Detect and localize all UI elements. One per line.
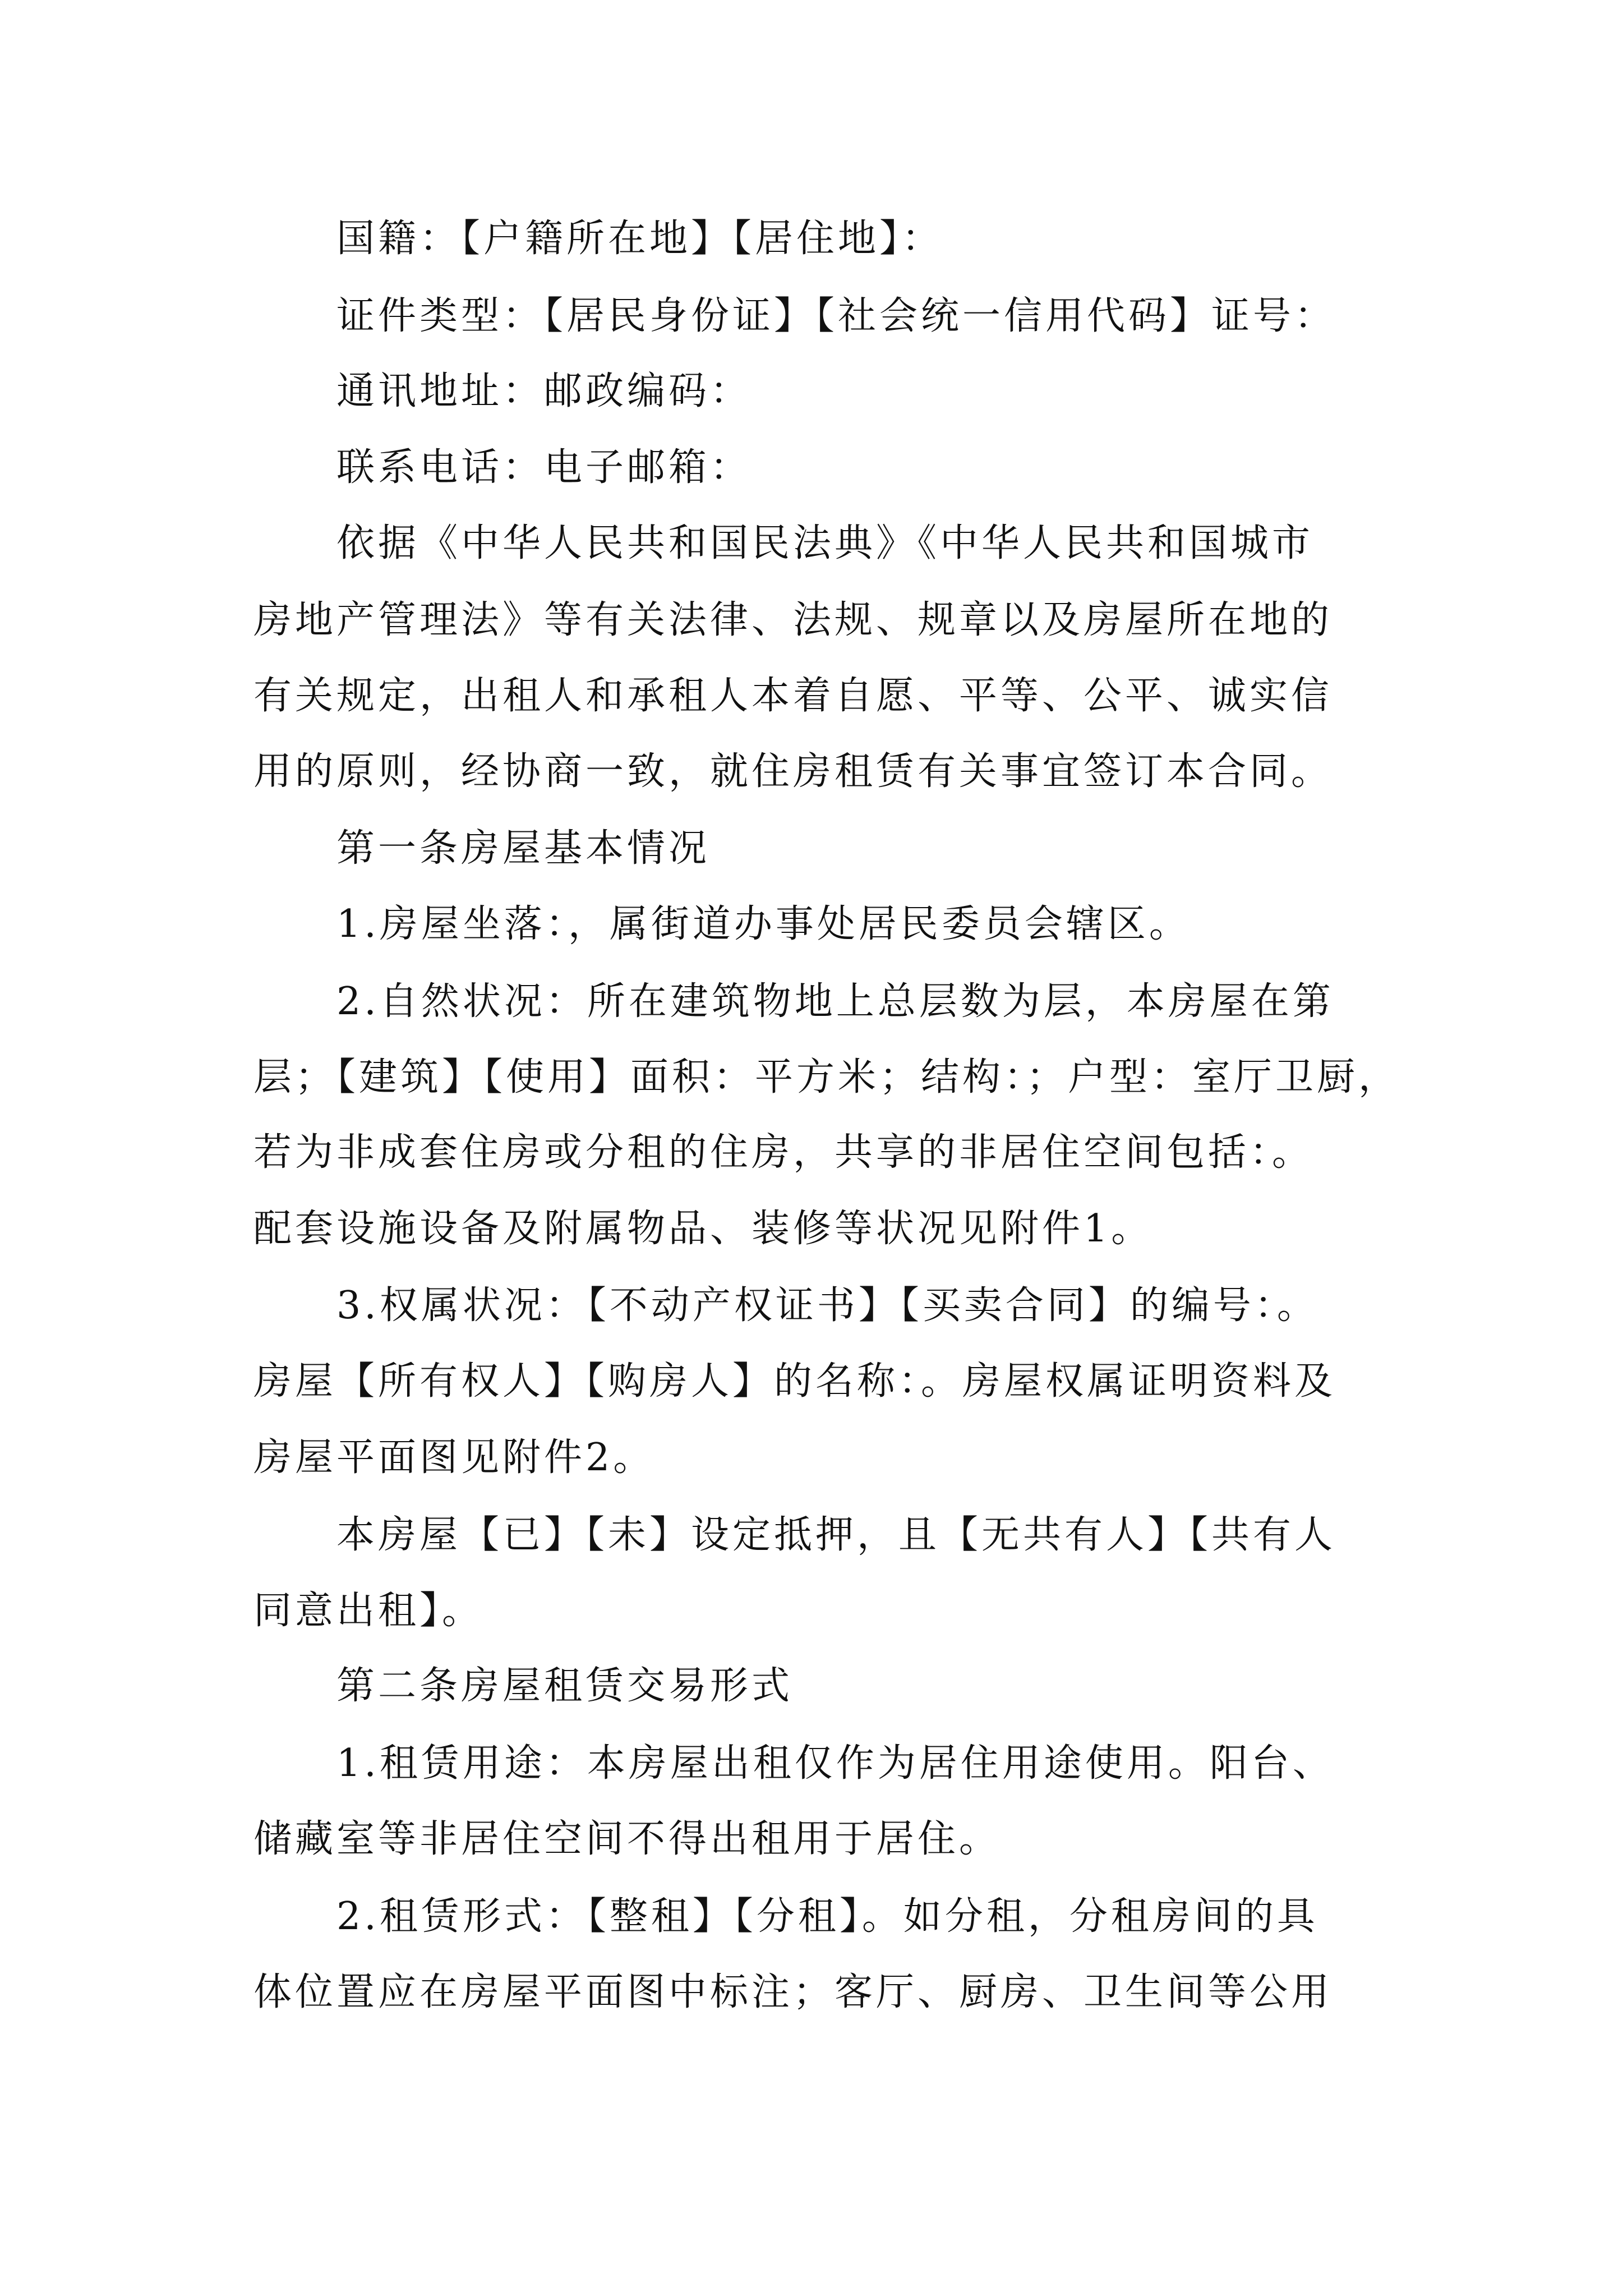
text-line-natural-3: 若为非成套住房或分租的住房，共享的非居住空间包括：。 bbox=[253, 1130, 1314, 1175]
text-line-phone: 联系电话：电子邮箱： bbox=[336, 445, 752, 490]
text-line-natural-1: 2.自然状况：所在建筑物地上总层数为层，本房屋在第 bbox=[336, 979, 1334, 1024]
text-line-ownership-2: 房屋【所有权人】【购房人】的名称：。房屋权属证明资料及 bbox=[253, 1359, 1336, 1404]
text-line-mortgage-1: 本房屋【已】【未】设定抵押，且【无共有人】【共有人 bbox=[336, 1513, 1336, 1557]
section-heading-2: 第二条房屋租赁交易形式 bbox=[336, 1664, 794, 1708]
section-heading-1: 第一条房屋基本情况 bbox=[336, 826, 711, 871]
text-line-basis-2: 房地产管理法》等有关法律、法规、规章以及房屋所在地的 bbox=[253, 598, 1333, 642]
text-line-basis-4: 用的原则，经协商一致，就住房租赁有关事宜签订本合同。 bbox=[253, 749, 1333, 794]
text-line-form-2: 体位置应在房屋平面图中标注；客厅、厨房、卫生间等公用 bbox=[253, 1970, 1333, 2014]
text-line-location: 1.房屋坐落：，属街道办事处居民委员会辖区。 bbox=[336, 902, 1191, 946]
text-line-natural-2: 层；【建筑】【使用】面积：平方米；结构：；户型：室厅卫厨， bbox=[253, 1055, 1400, 1099]
text-line-ownership-3: 房屋平面图见附件2。 bbox=[253, 1435, 655, 1480]
text-line-mortgage-2: 同意出租】。 bbox=[253, 1589, 484, 1633]
text-line-address: 通讯地址：邮政编码： bbox=[336, 369, 752, 413]
text-line-natural-4: 配套设施设备及附属物品、装修等状况见附件1。 bbox=[253, 1207, 1153, 1251]
text-line-id-type: 证件类型：【居民身份证】【社会统一信用代码】证号： bbox=[336, 294, 1336, 338]
text-line-ownership-1: 3.权属状况：【不动产权证书】【买卖合同】的编号：。 bbox=[336, 1283, 1318, 1328]
text-line-form-1: 2.租赁形式：【整租】【分租】。如分租，分租房间的具 bbox=[336, 1894, 1318, 1939]
text-line-nationality: 国籍：【户籍所在地】【居住地】： bbox=[336, 217, 944, 261]
text-line-basis-1: 依据《中华人民共和国民法典》《中华人民共和国城市 bbox=[336, 521, 1314, 565]
text-line-basis-3: 有关规定，出租人和承租人本着自愿、平等、公平、诚实信 bbox=[253, 674, 1333, 718]
text-line-purpose-2: 储藏室等非居住空间不得出租用于居住。 bbox=[253, 1817, 1001, 1861]
text-line-purpose-1: 1.租赁用途：本房屋出租仅作为居住用途使用。阳台、 bbox=[336, 1741, 1334, 1786]
